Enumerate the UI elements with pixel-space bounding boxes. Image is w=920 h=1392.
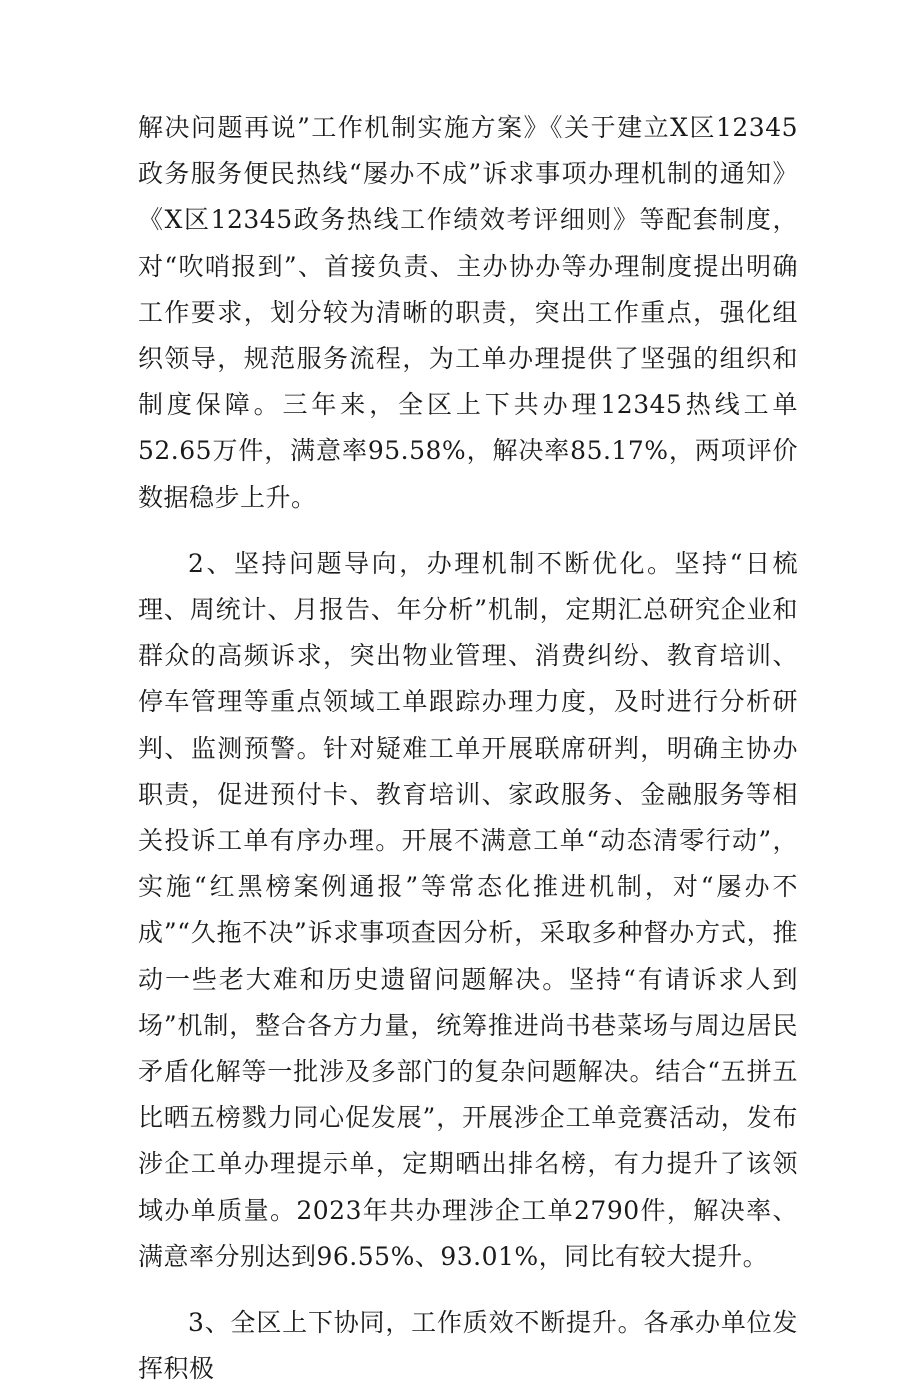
paragraph-continued: 解决问题再说”工作机制实施方案》《关于建立X区12345政务服务便民热线“屡办不成”诉求事项办理机制的通知》《X区12345政务热线工作绩效考评细则》等配套制度，对“吹哨报到”、首接负责、主办协办等办理制度提出明确工作要求，划分较为清晰的职责，突出工作重点，强化组织领导，规范服务流程，为工单办理提供了坚强的组织和制度保障。三年来，全区上下共办理12345热线工单52.65万件，满意率95.58%，解决率85.17%，两项评价数据稳步上升。 — [138, 113, 798, 512]
paragraph-item-2: 2、坚持问题导向，办理机制不断优化。坚持“日梳理、周统计、月报告、年分析”机制，定期汇总研究企业和群众的高频诉求，突出物业管理、消费纠纷、教育培训、停车管理等重点领域工单跟踪办理力度，及时进行分析研判、监测预警。针对疑难工单开展联席研判，明确主协办职责，促进预付卡、教育培训、家政服务、金融服务等相关投诉工单有序办理。开展不满意工单“动态清零行动”，实施“红黑榜案例通报”等常态化推进机制，对“屡办不成”“久拖不决”诉求事项查因分析，采取多种督办方式，推动一些老大难和历史遗留问题解决。坚持“有请诉求人到场”机制，整合各方力量，统筹推进尚书巷菜场与周边居民矛盾化解等一批涉及多部门的复杂问题解决。结合“五拼五比晒五榜戮力同心促发展”，开展涉企工单竞赛活动，发布涉企工单办理提示单，定期晒出排名榜，有力提升了该领域办单质量。2023年共办理涉企工单2790件，解决率、满意率分别达到96.55%、93.01%，同比有较大提升。 — [138, 548, 798, 1271]
paragraph-item-3: 3、全区上下协同，工作质效不断提升。各承办单位发挥积极 — [138, 1308, 798, 1384]
document-body — [138, 105, 798, 1392]
